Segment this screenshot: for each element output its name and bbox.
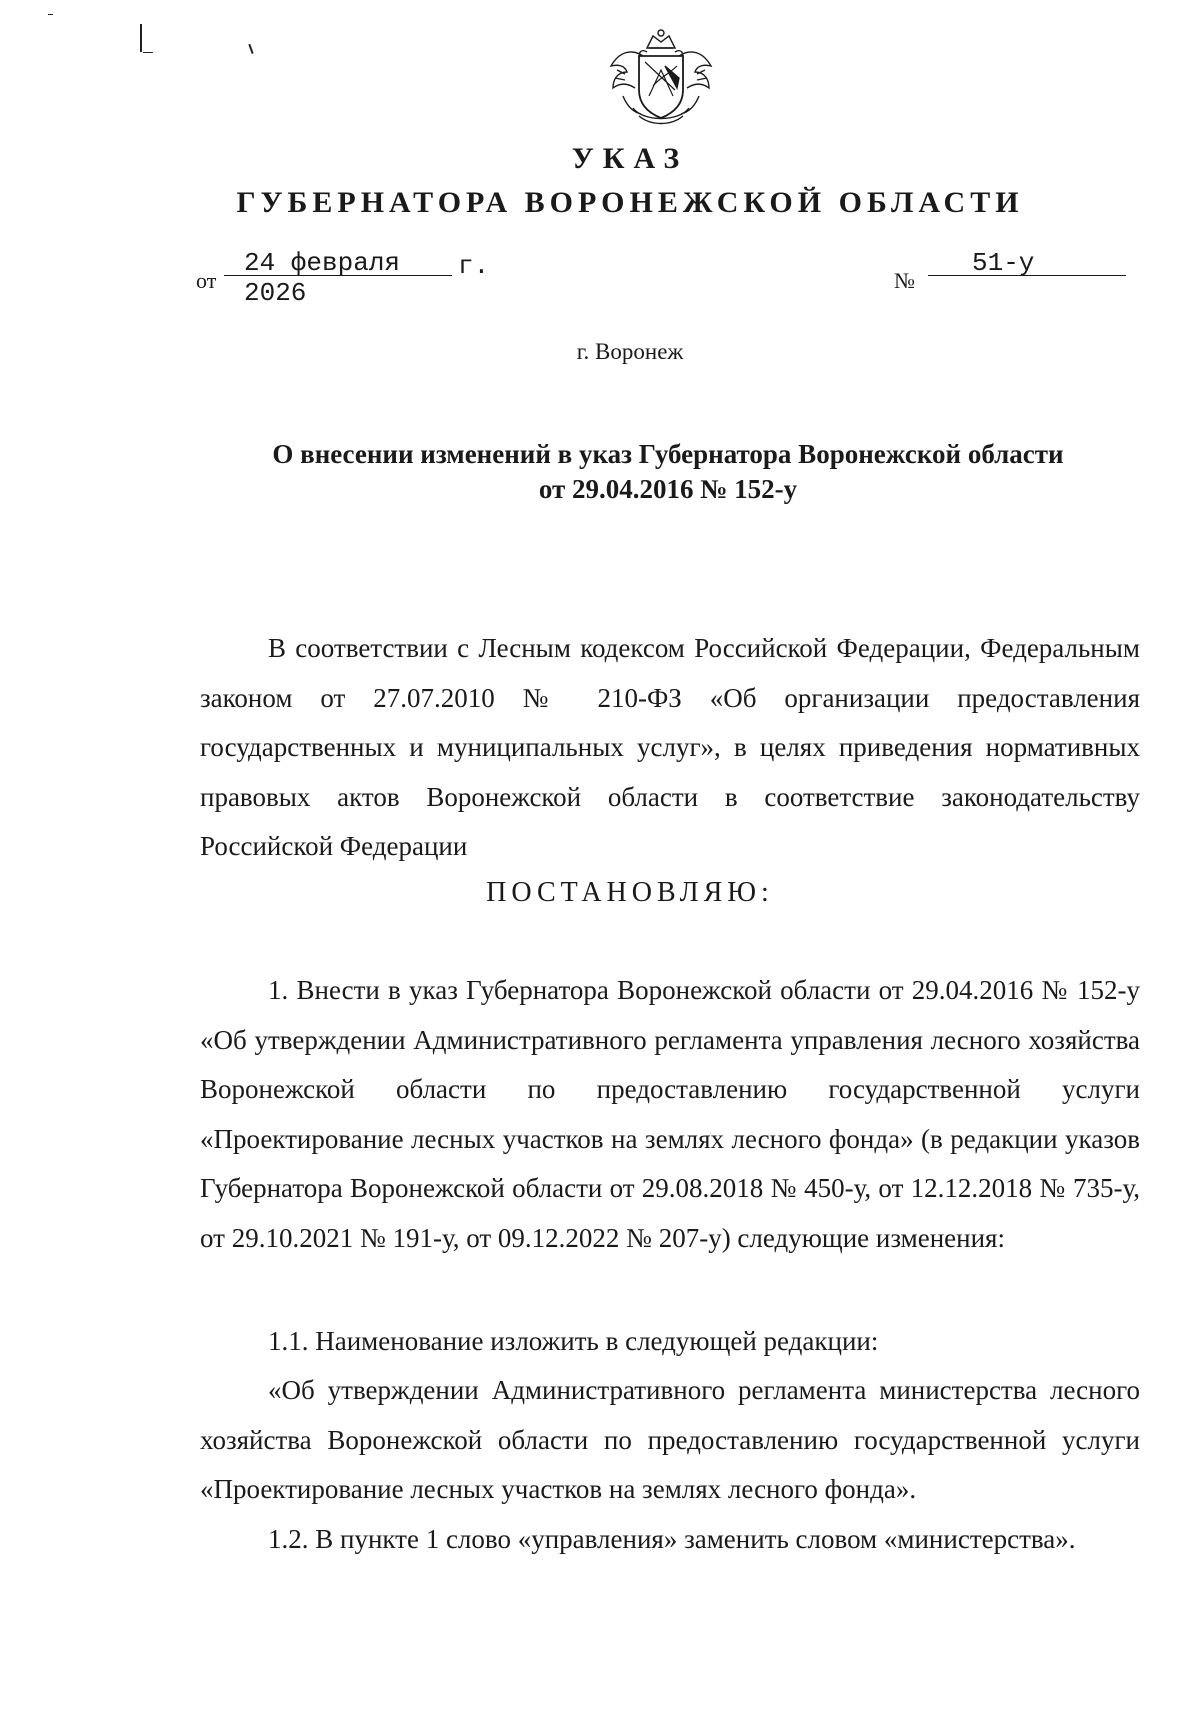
number-label: № [894, 268, 915, 293]
coat-of-arms-icon [603, 26, 719, 130]
city: г. Воронеж [576, 339, 684, 364]
document-heading [196, 437, 1140, 507]
item-1-2-paragraph: 1.2. В пункте 1 слово «управления» заменить словом «министерства». [268, 1524, 1076, 1554]
resolve-heading: ПОСТАНОВЛЯЮ: [486, 877, 774, 908]
heading-line: от 29.04.2016 № 152-у [538, 474, 798, 504]
scan-artifact [248, 44, 253, 54]
item-1-1-text-paragraph: «Об утверждении Административного регламента министерства лесного хозяйства Воронежской области по предоставлению государственной услуги «Проектирование лесных участков на землях лесного фонда». [200, 1375, 1140, 1504]
date-label: от [196, 268, 217, 293]
heading-line: О внесении изменений в указ Губернатора Воронежской области [272, 439, 1064, 469]
issuer-title: ГУБЕРНАТОРА ВОРОНЕЖСКОЙ ОБЛАСТИ [236, 186, 1024, 219]
preamble-paragraph: В соответствии с Лесным кодексом Российской Федерации, Федеральным законом от 27.07.2010 № 210-ФЗ «Об организации предоставления государственных и муниципальных услуг», в целях приведения нормативных правовых актов Воронежской области в соответствие законодательству Российской Федерации [200, 633, 1140, 861]
item-1-1-paragraph: 1.1. Наименование изложить в следующей редакции: [268, 1326, 879, 1356]
scan-artifact [140, 24, 142, 52]
date-field: 24 февраля 2026 [224, 248, 452, 276]
date-suffix: г. [458, 251, 490, 281]
item-1-paragraph: 1. Внести в указ Губернатора Воронежской области от 29.04.2016 № 152-у «Об утверждении Административного регламента управления лесного хозяйства Воронежской области по предоставлению государственной услуги «Проектирование лесных участков на землях лесного фонда» (в редакции указов Губернатора Воронежской области от 29.08.2018 № 450-у, от 12.12.2018 № 735-у, от 29.10.2021 № 191-у, от 09.12.2022 № 207-у) следующие изменения: [200, 975, 1140, 1253]
scan-artifact [143, 52, 153, 53]
number-field: 51-у [928, 248, 1126, 276]
document-type-title: УКАЗ [571, 142, 689, 175]
scan-artifact [48, 14, 53, 15]
